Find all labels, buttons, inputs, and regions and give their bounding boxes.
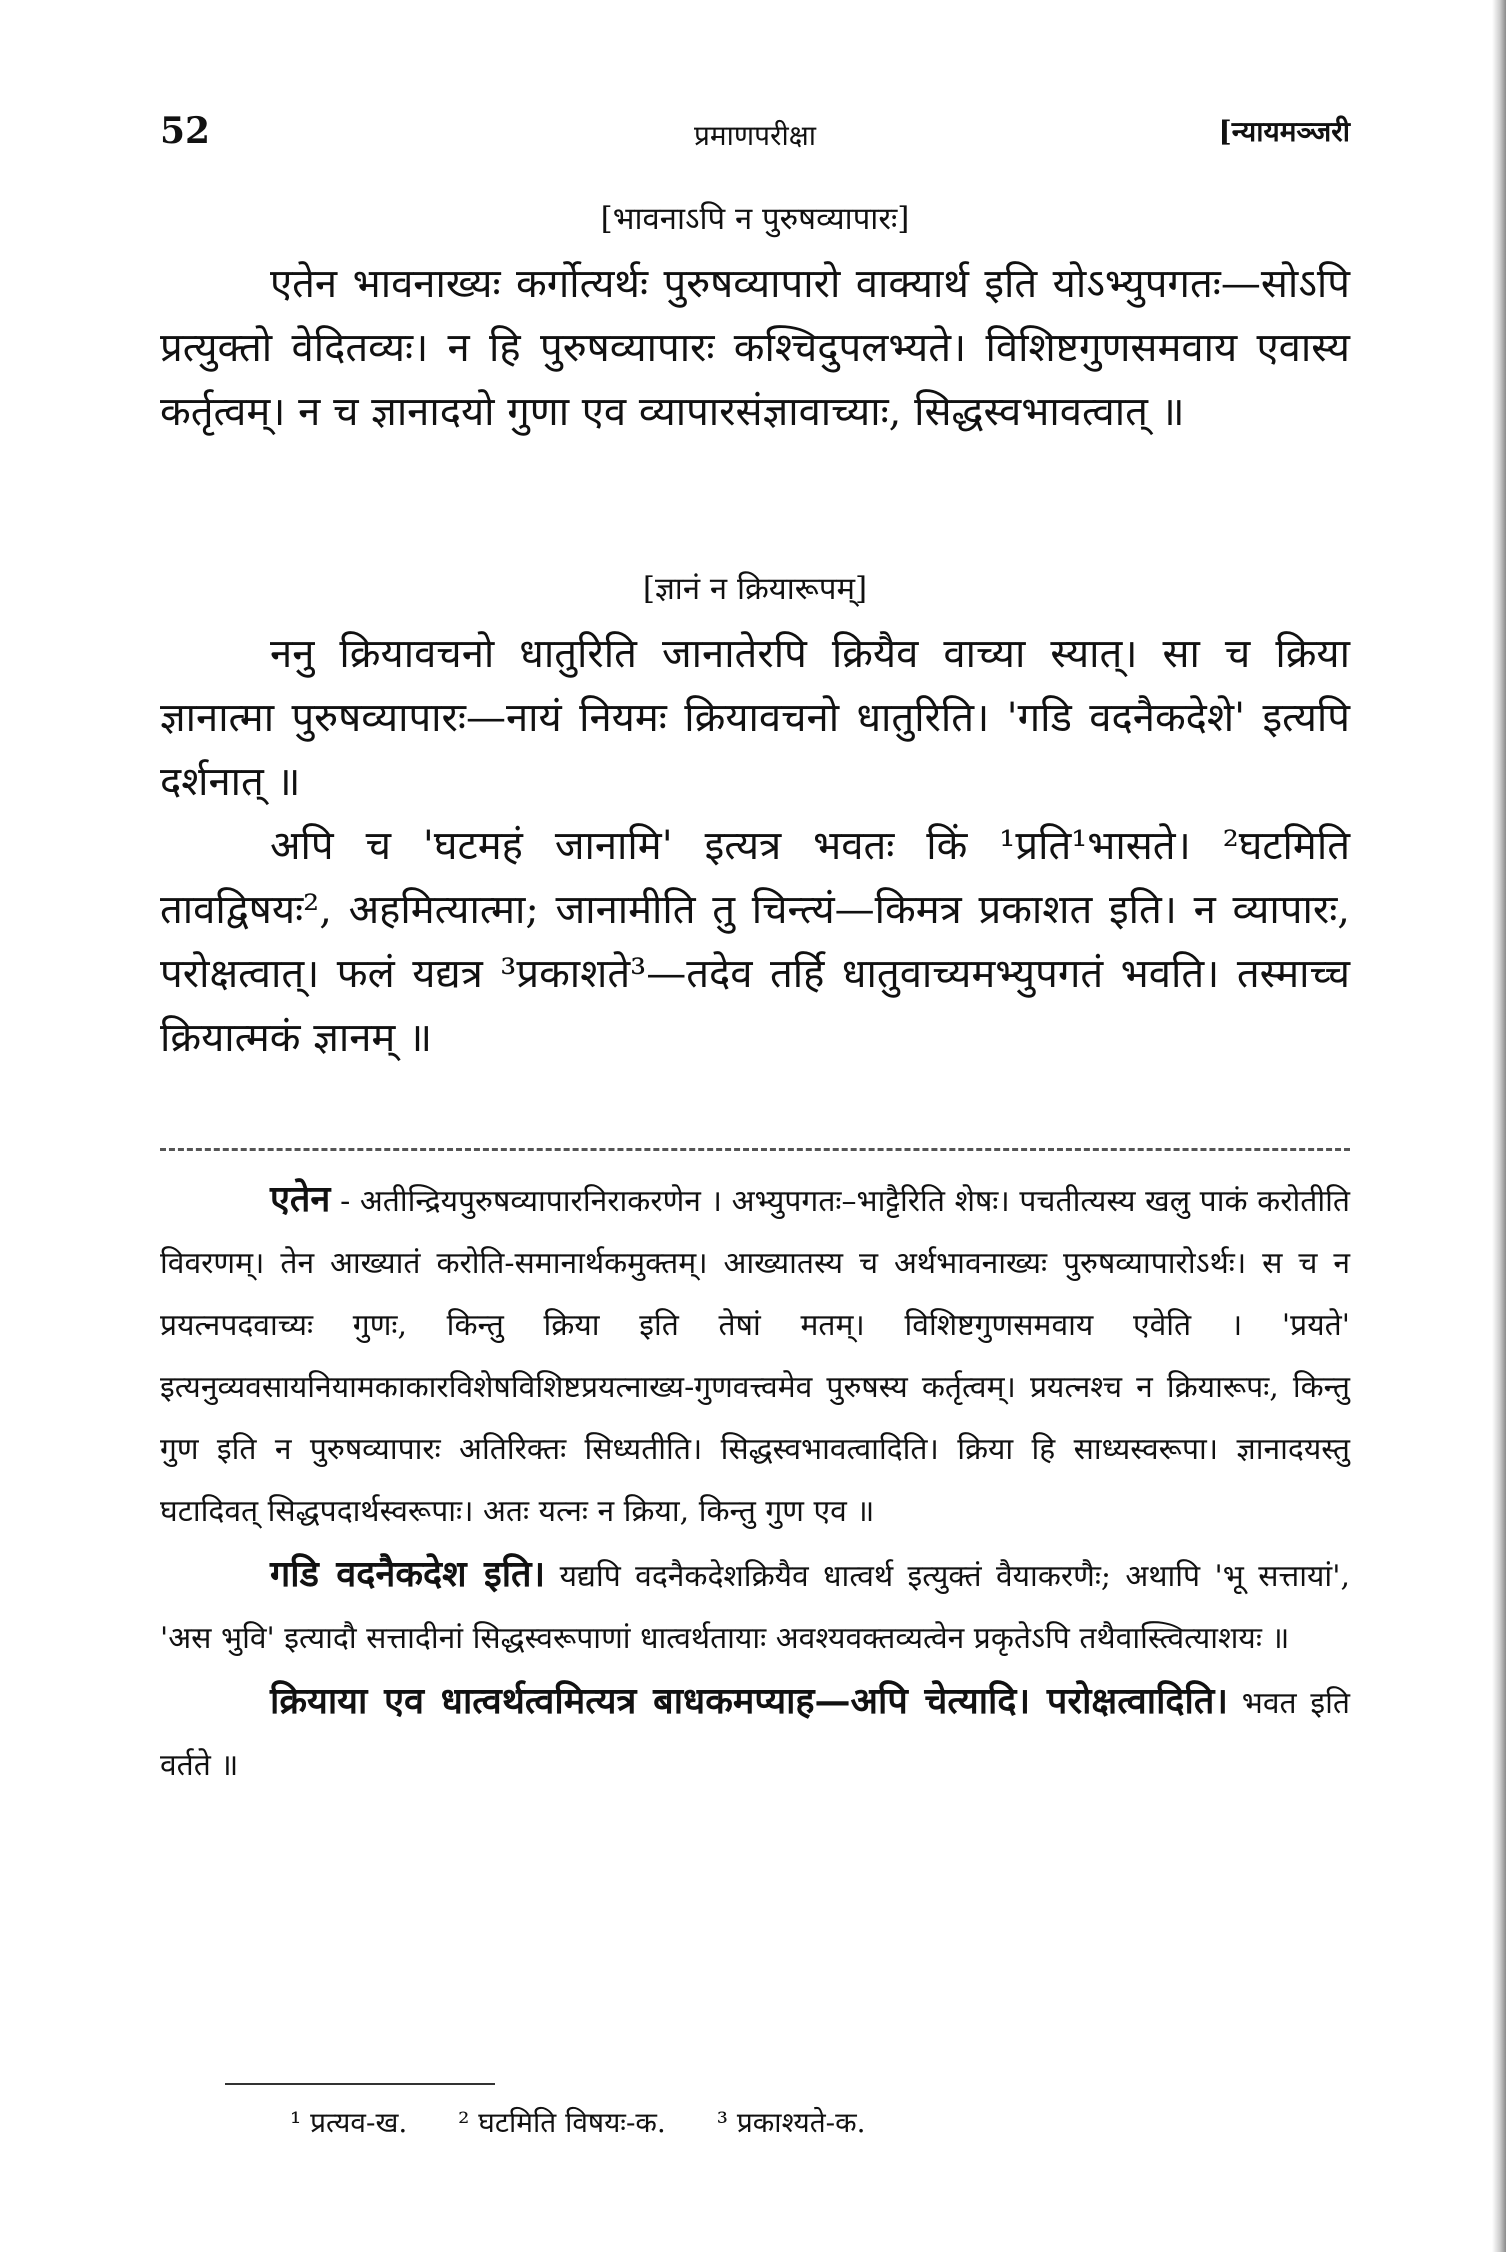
- footnote-rule: [225, 2083, 495, 2085]
- commentary-text: यद्यपि वदनैकदेशक्रियैव धात्वर्थ इत्युक्तं वैयाकरणैः; अथापि 'भू सत्तायां', 'अस भुवि' इत्यादौ सत्तादीनां सिद्धस्वरूपाणां धात्वर्थतायाः अवश्यवक्तव्यत्वेन प्रकृतेऽपि तथैवास्त्वित्याशयः ॥: [160, 1559, 1350, 1656]
- page-number: 52: [160, 110, 211, 152]
- footnote: ² घटमिति विषयः-क.: [458, 2106, 666, 2139]
- footnotes: [290, 2103, 908, 2141]
- section-heading: [भावनाऽपि न पुरुषव्यापारः]: [600, 201, 910, 237]
- section-heading: [ज्ञानं न क्रियारूपम्]: [642, 571, 868, 607]
- section-bhavana: [160, 198, 1350, 444]
- running-title: प्रमाणपरीक्षा: [693, 119, 817, 152]
- page-edge-shadow: [1492, 0, 1506, 2252]
- commentary-text: भवत इति वर्तते ॥: [160, 1686, 1350, 1783]
- commentary-paragraph: [160, 1168, 1350, 1543]
- footnote: ¹ प्रत्यव-ख.: [290, 2106, 408, 2139]
- commentary-lemma: क्रियाया एव धात्वर्थत्वमित्यत्र बाधकमप्याह—अपि चेत्यादि। परोक्षत्वादिति।: [270, 1680, 1229, 1722]
- book-title: [न्यायमञ्जरी: [1218, 115, 1350, 148]
- commentary-paragraph: [160, 1670, 1350, 1797]
- section-jnana: [160, 568, 1350, 1070]
- commentary-lemma: गडि वदनैकदेश इति।: [270, 1553, 546, 1595]
- commentary-separator: [160, 1148, 1350, 1151]
- commentary: [160, 1168, 1350, 1797]
- main-paragraph: ननु क्रियावचनो धातुरिति जानातेरपि क्रियैव वाच्या स्यात्। सा च क्रिया ज्ञानात्मा पुरुषव्यापारः—नायं नियमः क्रियावचनो धातुरिति। 'गडि वदनैकदेशे' इत्यपि दर्शनात् ॥: [160, 631, 1350, 805]
- commentary-text: - अतीन्द्रियपुरुषव्यापारनिराकरणेन । अभ्युपगतः–भाट्टैरिति शेषः। पचतीत्यस्य खलु पाकं करोतीति विवरणम्। तेन आख्यातं करोति-समानार्थकमुक्तम्। आख्यातस्य च अर्थभावनाख्यः पुरुषव्यापारोऽर्थः। स च न प्रयत्नपदवाच्यः गुणः, किन्तु क्रिया इति तेषां मतम्। विशिष्टगुणसमवाय एवेति । 'प्रयते' इत्यनुव्यवसायनियामकाकारविशेषविशिष्टप्रयत्नाख्य-गुणवत्त्वमेव पुरुषस्य कर्तृत्वम्। प्रयत्नश्च न क्रियारूपः, किन्तु गुण इति न पुरुषव्यापारः अतिरिक्तः सिध्यतीति। सिद्धस्वभावत्वादिति। क्रिया हि साध्यस्वरूपा। ज्ञानादयस्तु घटादिवत् सिद्धपदार्थस्वरूपाः। अतः यत्नः न क्रिया, किन्तु गुण एव ॥: [160, 1184, 1350, 1529]
- footnote: ³ प्रकाश्यते-क.: [716, 2106, 866, 2139]
- commentary-lemma: एतेन: [270, 1178, 331, 1220]
- main-paragraph: अपि च 'घटमहं जानामि' इत्यत्र भवतः किं ¹प्रति¹भासते। ²घटमिति तावद्विषयः², अहमित्यात्मा; जानामीति तु चिन्त्यं—किमत्र प्रकाशत इति। न व्यापारः, परोक्षत्वात्। फलं यद्यत्र ³प्रकाशते³—तदेव तर्हि धातुवाच्यमभ्युपगतं भवति। तस्माच्च क्रियात्मकं ज्ञानम् ॥: [160, 823, 1350, 1061]
- main-paragraph: एतेन भावनाख्यः कर्गोत्यर्थः पुरुषव्यापारो वाक्यार्थ इति योऽभ्युपगतः—सोऽपि प्रत्युक्तो वेदितव्यः। न हि पुरुषव्यापारः कश्चिदुपलभ्यते। विशिष्टगुणसमवाय एवास्य कर्तृत्वम्। न च ज्ञानादयो गुणा एव व्यापारसंज्ञावाच्याः, सिद्धस्वभावत्वात् ॥: [160, 261, 1350, 435]
- page-header: [160, 110, 1350, 170]
- commentary-paragraph: [160, 1543, 1350, 1670]
